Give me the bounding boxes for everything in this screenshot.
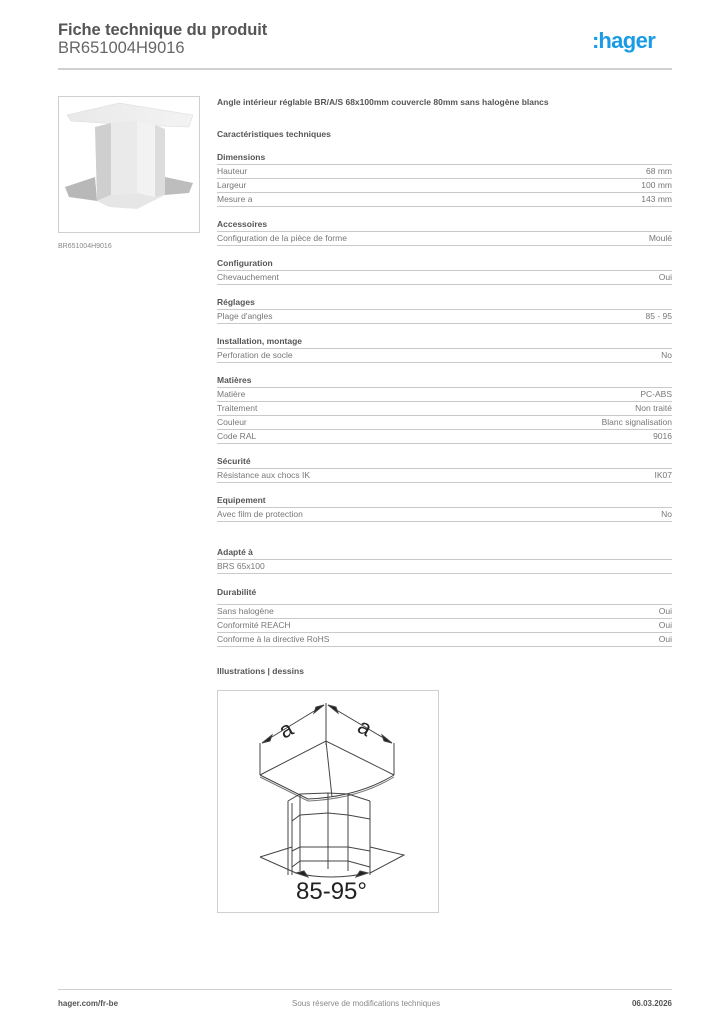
spec-row	[217, 560, 672, 574]
spec-value: Moulé	[648, 233, 672, 243]
spec-value: 68 mm	[646, 166, 672, 176]
group-title: Dimensions	[217, 152, 672, 165]
spec-row	[217, 416, 672, 430]
group-title: Installation, montage	[217, 336, 672, 349]
spec-label: Chevauchement	[217, 272, 279, 282]
hager-logo	[592, 28, 655, 54]
spec-group-equipement	[217, 495, 672, 522]
image-caption: BR651004H9016	[58, 243, 112, 250]
group-title: Adapté à	[217, 547, 672, 560]
spec-label: Conformité REACH	[217, 620, 291, 630]
spec-group-accessoires	[217, 219, 672, 246]
spec-row	[217, 633, 672, 647]
product-reference: BR651004H9016	[58, 39, 185, 57]
spec-value: 143 mm	[641, 194, 672, 204]
spec-row	[217, 619, 672, 633]
svg-text:a: a	[274, 715, 298, 744]
spec-label: Perforation de socle	[217, 350, 293, 360]
spec-row	[217, 165, 672, 179]
header-divider	[58, 68, 672, 70]
spec-group-configuration	[217, 258, 672, 285]
spec-label: Couleur	[217, 417, 247, 427]
spec-row	[217, 605, 672, 619]
product-photo-icon	[59, 97, 199, 232]
spec-value: PC-ABS	[640, 389, 672, 399]
spec-group-dimensions	[217, 152, 672, 207]
spec-row	[217, 508, 672, 522]
characteristics-heading: Caractéristiques techniques	[217, 129, 331, 139]
spec-value: IK07	[654, 470, 672, 480]
spec-label: Résistance aux chocs IK	[217, 470, 311, 480]
spec-value: Non traité	[635, 403, 672, 413]
logo-prefix: :	[592, 28, 599, 53]
spec-value: No	[661, 350, 672, 360]
technical-drawing	[217, 690, 439, 913]
footer-website-link[interactable]: hager.com/fr-be	[58, 999, 119, 1008]
spec-label: BRS 65x100	[217, 561, 265, 571]
specifications	[217, 95, 672, 678]
spec-value: Oui	[658, 620, 672, 630]
spec-label: Sans halogène	[217, 606, 274, 616]
document-title: Fiche technique du produit	[58, 21, 268, 39]
spec-label: Plage d'angles	[217, 311, 273, 321]
spec-row	[217, 232, 672, 246]
svg-text:a: a	[353, 713, 377, 742]
footer-notice: Sous réserve de modifications techniques	[292, 999, 441, 1008]
spec-row	[217, 179, 672, 193]
spec-label: Code RAL	[217, 431, 257, 441]
footer-date: 06.03.2026	[631, 999, 672, 1008]
spec-row	[217, 469, 672, 483]
spec-row	[217, 271, 672, 285]
spec-group-adapte	[217, 547, 672, 574]
group-title: Sécurité	[217, 456, 672, 469]
group-title: Réglages	[217, 297, 672, 310]
group-title: Configuration	[217, 258, 672, 271]
spec-value: Oui	[658, 606, 672, 616]
spec-row	[217, 402, 672, 416]
spec-value: Blanc signalisation	[601, 417, 672, 427]
spec-label: Configuration de la pièce de forme	[217, 233, 347, 243]
angle-drawing-icon	[218, 691, 438, 912]
logo-text: hager	[598, 28, 656, 53]
spec-group-durabilite	[217, 587, 672, 647]
svg-text:85-95°: 85-95°	[296, 878, 367, 905]
spec-label: Matière	[217, 389, 246, 399]
spec-value: 9016	[653, 431, 672, 441]
spec-row	[217, 430, 672, 444]
spec-value: Oui	[658, 272, 672, 282]
illustrations-heading: Illustrations | dessins	[217, 666, 304, 676]
spec-group-reglages	[217, 297, 672, 324]
group-title: Equipement	[217, 495, 672, 508]
spec-label: Largeur	[217, 180, 247, 190]
spec-row	[217, 349, 672, 363]
spec-value: Oui	[658, 634, 672, 644]
spec-group-securite	[217, 456, 672, 483]
group-title: Durabilité	[217, 587, 672, 605]
spec-value: 85 - 95	[645, 311, 672, 321]
product-description: Angle intérieur réglable BR/A/S 68x100mm couvercle 80mm sans halogène blancs	[217, 97, 549, 107]
spec-label: Conforme à la directive RoHS	[217, 634, 330, 644]
spec-row	[217, 310, 672, 324]
spec-group-matieres	[217, 375, 672, 444]
product-image	[58, 96, 200, 233]
spec-label: Hauteur	[217, 166, 248, 176]
spec-row	[217, 388, 672, 402]
group-title: Matières	[217, 375, 672, 388]
spec-row	[217, 193, 672, 207]
spec-label: Traitement	[217, 403, 258, 413]
spec-label: Avec film de protection	[217, 509, 303, 519]
group-title: Accessoires	[217, 219, 672, 232]
footer-divider	[58, 989, 672, 990]
spec-value: No	[661, 509, 672, 519]
spec-group-installation	[217, 336, 672, 363]
spec-label: Mesure a	[217, 194, 253, 204]
spec-value: 100 mm	[641, 180, 672, 190]
